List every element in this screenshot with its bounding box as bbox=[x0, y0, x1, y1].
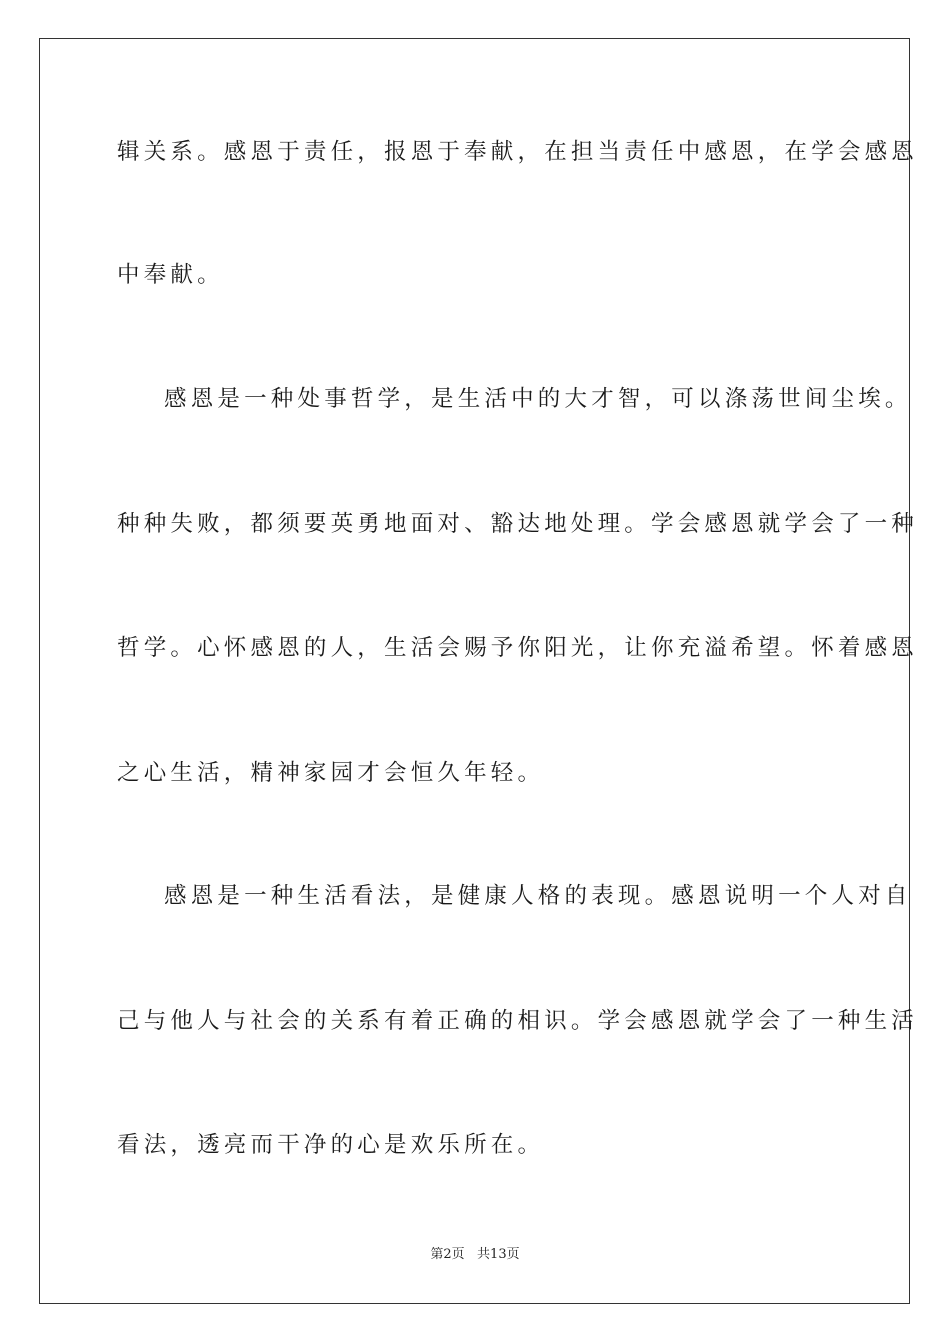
paragraph-first-line: 感恩是一种处事哲学，是生活中的大才智，可以涤荡世间尘埃。 bbox=[164, 386, 912, 412]
text-line: 己与他人与社会的关系有着正确的相识。学会感恩就学会了一种生活 bbox=[117, 1008, 919, 1034]
text-line: 中奉献。 bbox=[117, 262, 224, 288]
text-line: 哲学。心怀感恩的人，生活会赐予你阳光，让你充溢希望。怀着感恩 bbox=[117, 635, 919, 661]
page-number-footer: 第2页 共13页 bbox=[430, 1247, 520, 1262]
text-line: 看法，透亮而干净的心是欢乐所在。 bbox=[117, 1132, 545, 1158]
paragraph-first-line: 感恩是一种生活看法，是健康人格的表现。感恩说明一个人对自 bbox=[164, 883, 912, 909]
page-border bbox=[39, 38, 919, 1304]
text-line: 种种失败，都须要英勇地面对、豁达地处理。学会感恩就学会了一种 bbox=[117, 511, 919, 537]
text-line: 辑关系。感恩于责任，报恩于奉献，在担当责任中感恩，在学会感恩 bbox=[117, 139, 919, 165]
text-line: 之心生活，精神家园才会恒久年轻。 bbox=[117, 760, 545, 786]
